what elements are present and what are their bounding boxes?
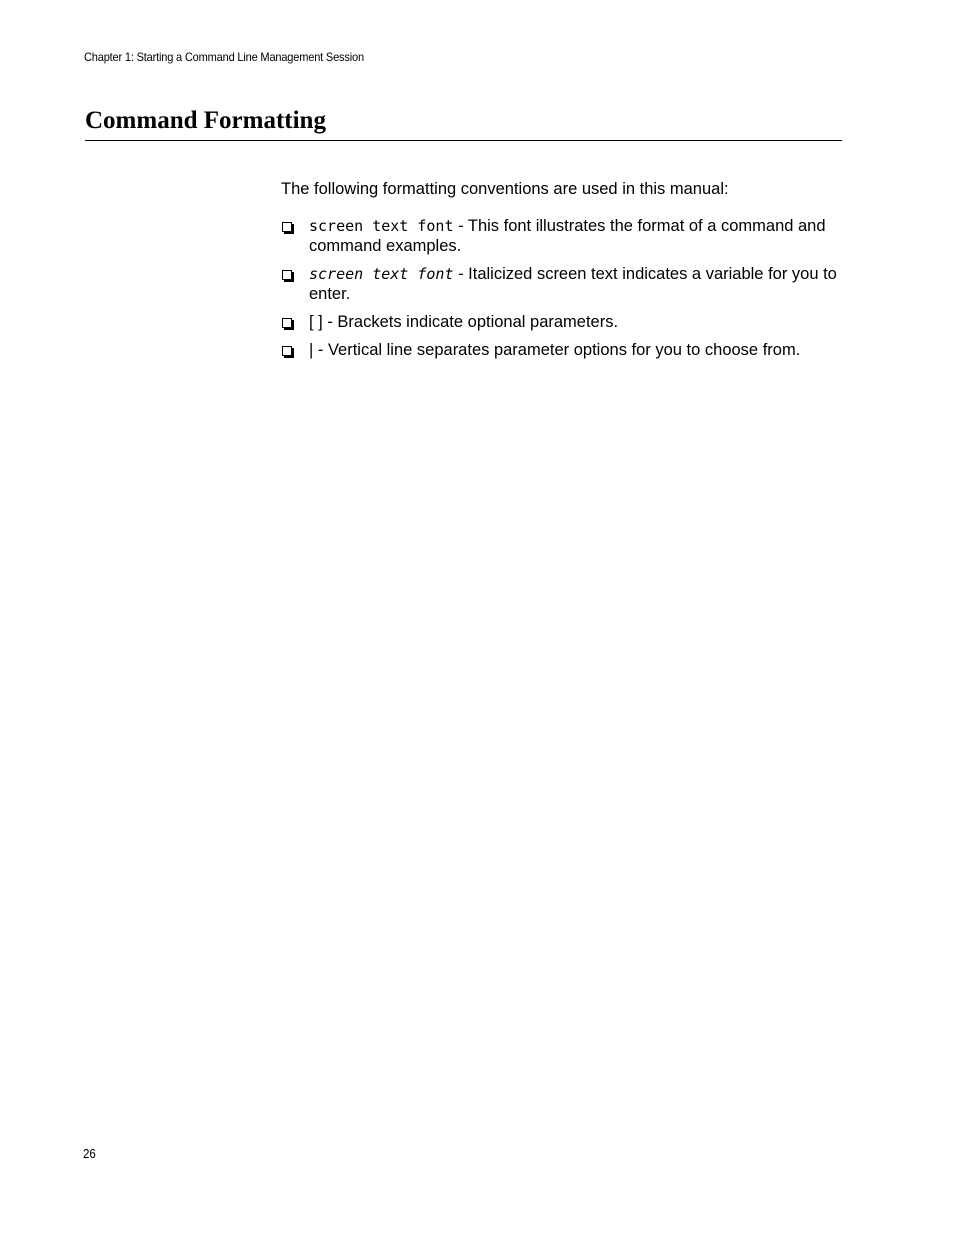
convention-item-italic-screen-text <box>281 264 846 304</box>
convention-description: - Italicized screen text indicates a variable for you to enter. <box>309 265 837 303</box>
convention-description: [ ] - Brackets indicate optional parameters. <box>309 313 619 331</box>
convention-item-brackets <box>281 312 846 332</box>
convention-description: | - Vertical line separates parameter options for you to choose from. <box>309 341 801 359</box>
convention-item-vertical-line <box>281 340 846 360</box>
conventions-list <box>281 216 846 368</box>
checkbox-bullet-icon <box>282 346 292 356</box>
checkbox-bullet-icon <box>282 270 292 280</box>
running-header: Chapter 1: Starting a Command Line Management Session <box>84 50 364 64</box>
page-number: 26 <box>83 1147 96 1161</box>
title-rule <box>85 140 842 141</box>
screen-text-sample: screen text font <box>309 217 454 235</box>
convention-description: - This font illustrates the format of a command and command examples. <box>309 217 826 255</box>
section-title: Command Formatting <box>85 107 326 134</box>
intro-paragraph: The following formatting conventions are used in this manual: <box>281 180 729 198</box>
checkbox-bullet-icon <box>282 222 292 232</box>
italic-screen-text-sample: screen text font <box>309 265 454 283</box>
convention-item-screen-text <box>281 216 846 256</box>
checkbox-bullet-icon <box>282 318 292 328</box>
